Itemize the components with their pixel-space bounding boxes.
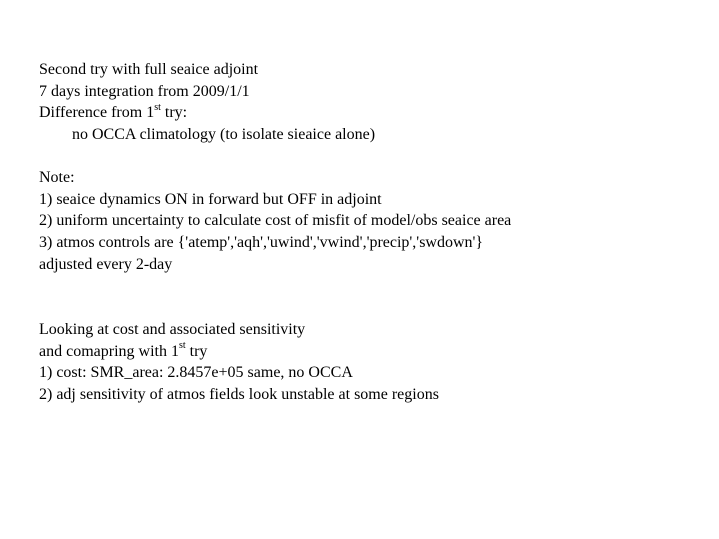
results-line-4: 2) adj sensitivity of atmos fields look unstable at some regions (39, 386, 439, 404)
results-block (39, 319, 439, 406)
results-line-2-text: and comapring with 1 (39, 342, 179, 360)
note-block (39, 167, 511, 275)
intro-line-2: 7 days integration from 2009/1/1 (39, 82, 250, 100)
intro-line-4: no OCCA climatology (to isolate sieaice alone) (72, 126, 376, 144)
note-item-4: adjusted every 2-day (39, 255, 173, 273)
results-line-2-tail: try (185, 342, 208, 360)
intro-line-3-tail: try: (160, 104, 188, 122)
results-line-2 (39, 341, 439, 363)
intro-line-3 (39, 102, 375, 124)
note-item-3: 3) atmos controls are {'atemp','aqh','uwind','vwind','precip','swdown'} (39, 234, 484, 252)
ordinal-suffix: st (154, 102, 161, 114)
intro-line-3-text: Difference from 1 (39, 104, 155, 122)
ordinal-suffix: st (178, 340, 186, 352)
note-item-2: 2) uniform uncertainty to calculate cost of misfit of model/obs seaice area (39, 212, 512, 230)
intro-line-1: Second try with full seaice adjoint (39, 61, 259, 78)
note-item-1: 1) seaice dynamics ON in forward but OFF in adjoint (39, 190, 382, 208)
note-heading: Note: (39, 169, 75, 186)
intro-block (39, 59, 375, 146)
results-line-1: Looking at cost and associated sensitivity (39, 321, 306, 338)
results-line-3: 1) cost: SMR_area: 2.8457e+05 same, no OCCA (39, 364, 353, 382)
